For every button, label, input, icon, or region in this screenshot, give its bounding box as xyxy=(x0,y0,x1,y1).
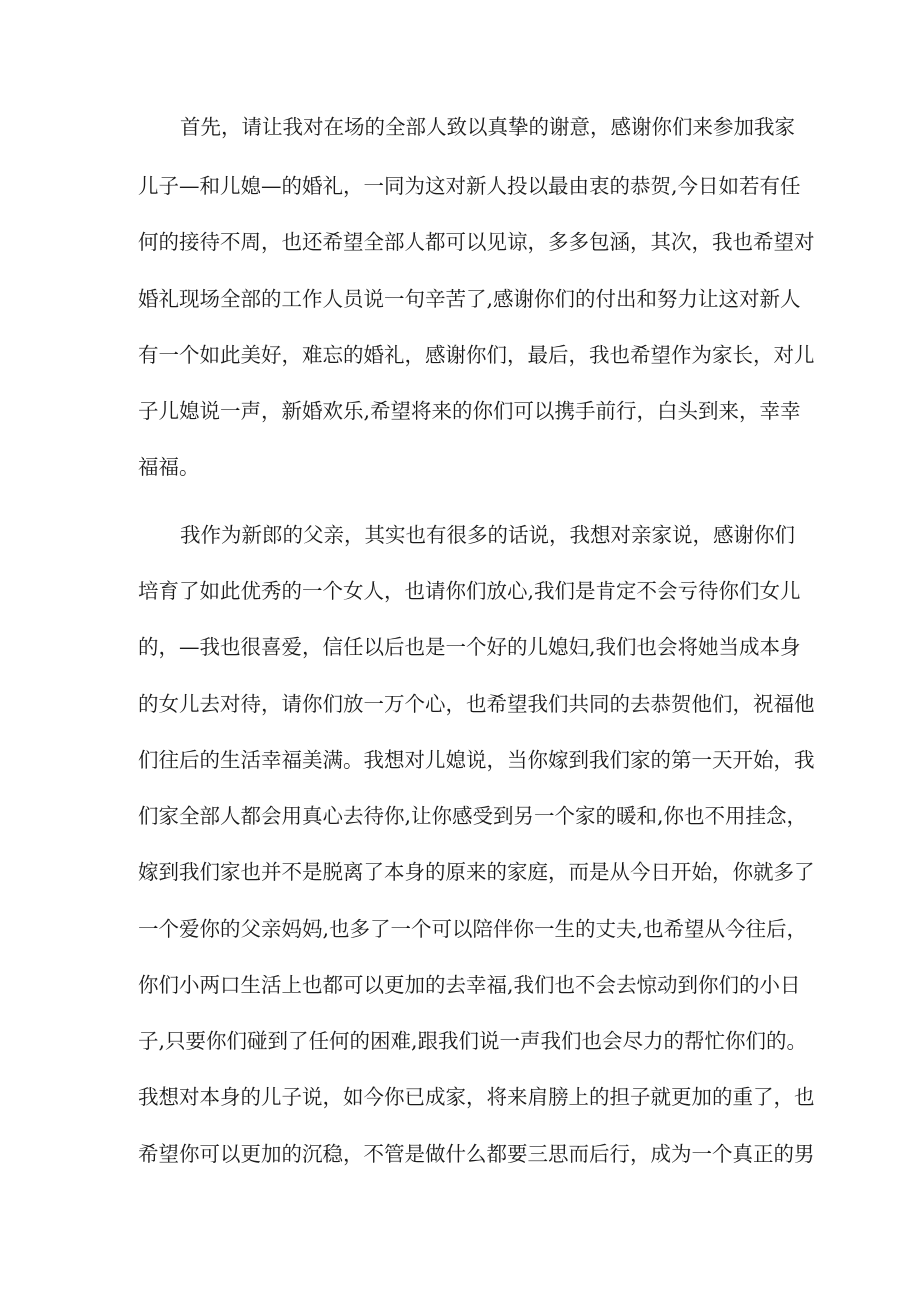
text-line: 婚礼现场全部的工作人员说一句辛苦了,感谢你们的付出和努力让这对新人 xyxy=(138,287,801,311)
text-line: 们往后的生活幸福美满。我想对儿媳说，当你嫁到我们家的第一天开始，我 xyxy=(138,748,815,772)
text-line: 有一个如此美好，难忘的婚礼，感谢你们，最后，我也希望作为家长，对儿 xyxy=(138,343,815,367)
text-line: 儿子—和儿媳—的婚礼，一同为这对新人投以最由衷的恭贺,今日如若有任 xyxy=(138,174,801,198)
text-line: 一个爱你的父亲妈妈,也多了一个可以陪伴你一生的丈夫,也希望从今往后， xyxy=(138,917,808,941)
text-line: 子,只要你们碰到了任何的困难,跟我们说一声我们也会尽力的帮忙你们的。 xyxy=(138,1029,808,1053)
text-line: 我想对本身的儿子说，如今你已成家，将来肩膀上的担子就更加的重了，也 xyxy=(138,1085,815,1109)
text-line: 嫁到我们家也并不是脱离了本身的原来的家庭，而是从今日开始，你就多了 xyxy=(138,860,815,884)
text-line: 你们小两口生活上也都可以更加的去幸福,我们也不会去惊动到你们的小日 xyxy=(138,973,801,997)
text-line: 们家全部人都会用真心去待你,让你感受到另一个家的暖和,你也不用挂念， xyxy=(138,804,808,828)
text-line: 我作为新郎的父亲，其实也有很多的话说，我想对亲家说，感谢你们 xyxy=(180,523,795,547)
text-line: 的，—我也很喜爱，信任以后也是一个好的儿媳妇,我们也会将她当成本身 xyxy=(138,635,801,659)
text-line: 培育了如此优秀的一个女人，也请你们放心,我们是肯定不会亏待你们女儿 xyxy=(138,579,801,603)
text-line: 首先，请让我对在场的全部人致以真挚的谢意，感谢你们来参加我家 xyxy=(180,115,795,139)
text-line: 希望你可以更加的沉稳，不管是做什么都要三思而后行，成为一个真正的男 xyxy=(138,1142,815,1166)
text-line: 福福。 xyxy=(138,455,200,479)
text-line: 的女儿去对待，请你们放一万个心，也希望我们共同的去恭贺他们，祝福他 xyxy=(138,692,815,716)
text-line: 何的接待不周，也还希望全部人都可以见谅，多多包涵，其次，我也希望对 xyxy=(138,230,815,254)
text-line: 子儿媳说一声，新婚欢乐,希望将来的你们可以携手前行，白头到来，幸幸 xyxy=(138,399,801,423)
